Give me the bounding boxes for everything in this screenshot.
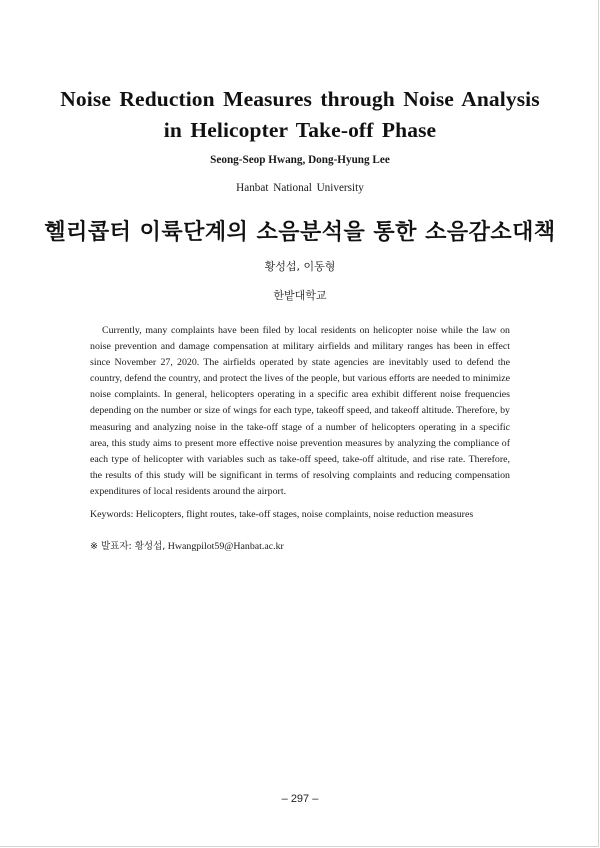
title-line-2: in Helicopter Take-off Phase (163, 118, 437, 142)
authors-korean: 황성섭, 이동형 (264, 260, 336, 273)
page-number: – 297 – (281, 793, 319, 805)
presenter-label: ※ 발표자: 황성섭, (90, 541, 166, 552)
keywords-line: Keywords: Helicopters, flight routes, take-off stages, noise complaints, noise reduction measures (90, 509, 474, 520)
paper-title-english (40, 84, 560, 146)
presenter-footnote (90, 539, 510, 555)
paper-title-korean: 헬리콥터 이륙단계의 소음분석을 통한 소음감소대책 (44, 220, 556, 245)
affiliation-korean: 한밭대학교 (273, 289, 327, 302)
abstract-paragraph: Currently, many complaints have been filed by local residents on helicopter noise while the law on noise prevention and damage compensation at military airfields and military ranges has been in effect since November 27, 2020. The airfields operated by state agencies are inevitably used to defend the country, defend the country, and protect the lives of the people, but various efforts are needed to minimize noise complaints. In general, helicopters operating in a specific area exhibit different noise frequencies depending on the number or size of wings for each type, takeoff speed, and takeoff altitude. Therefore, by measuring and analyzing noise in the take-off stage of a number of helicopters operating in a specific area, this study aims to present more effective noise prevention measures by analyzing the compliance of each type of helicopter with variables such as take-off speed, take-off altitude, and rise rate. Therefore, the results of this study will be significant in terms of resolving complaints and reducing compensation expenditures of local residents around the airport. (90, 325, 510, 497)
affiliation-english: Hanbat National University (236, 182, 364, 194)
authors-english: Seong-Seop Hwang, Dong-Hyung Lee (210, 154, 390, 166)
presenter-email: Hwangpilot59@Hanbat.ac.kr (167, 541, 284, 552)
title-line-1: Noise Reduction Measures through Noise Analysis (60, 87, 540, 111)
